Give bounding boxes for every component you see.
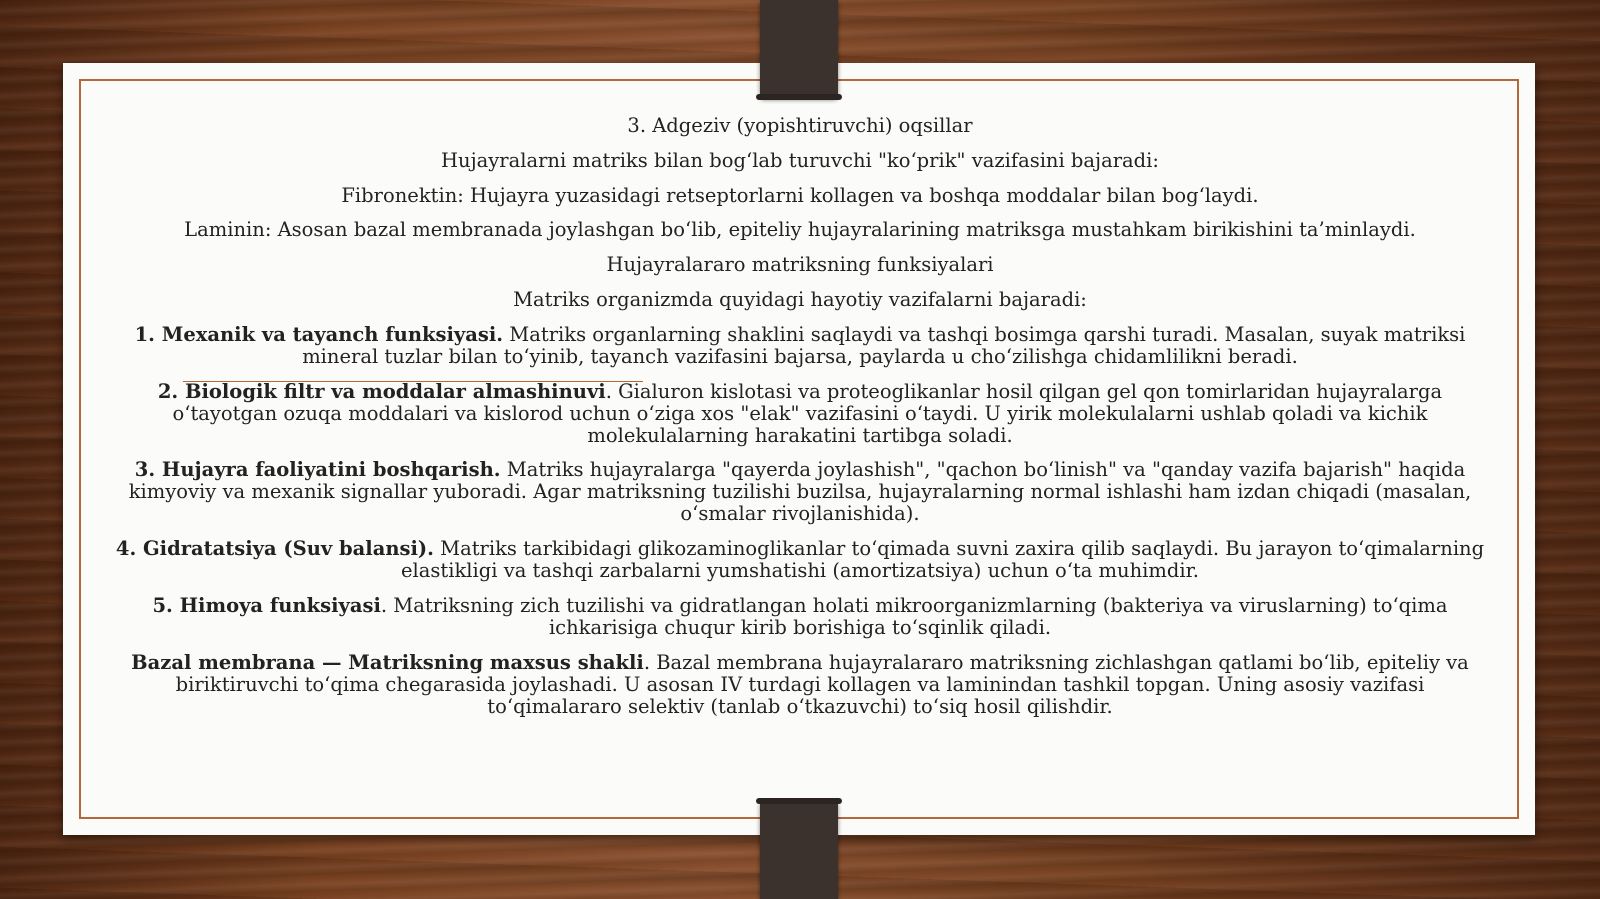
function-item-regulation xyxy=(110,459,1490,525)
top-binder-clip xyxy=(760,0,838,98)
function-item-hydration xyxy=(110,538,1490,582)
bridge-line: Hujayralarni matriks bilan bog‘lab turuvchi "ko‘prik" vazifasini bajaradi: xyxy=(441,148,1159,172)
item-title: 2. Biologik filtr va moddalar almashinuvi xyxy=(157,379,606,403)
slide-content xyxy=(110,115,1490,731)
function-item-filter xyxy=(110,381,1490,447)
item-text: Matriks tarkibidagi glikozaminoglikanlar to‘qimada suvni zaxira qilib saqlaydi. Bu jarayon to‘qimalarning elastikligi va tashqi zarbalarni yumshatishi (amortizatsiya) uchun o‘ta muhimdir. xyxy=(401,537,1485,583)
item-text: . Bazal membrana hujayralararo matriksning zichlashgan qatlami bo‘lib, epiteliy va biriktiruvchi to‘qima chegarasida joylashadi. U asosan IV turdagi kollagen va laminindan tashkil topgan. Uning asosiy vazifasi to‘qimalararo selektiv (tanlab o‘tkazuvchi) to‘siq hosil qilishdir. xyxy=(175,650,1469,718)
functions-intro: Matriks organizmda quyidagi hayotiy vazifalarni bajaradi: xyxy=(513,287,1087,311)
bottom-binder-clip xyxy=(760,800,838,899)
item-title: 4. Gidratatsiya (Suv balansi). xyxy=(115,537,434,561)
item-text: . Matriksning zich tuzilishi va gidratlangan holati mikroorganizmlarning (bakteriya va viruslarning) to‘qima ichkarisiga chuqur kirib borishiga to‘sqinlik qiladi. xyxy=(380,593,1448,639)
function-item-mechanical xyxy=(110,324,1490,368)
fibronectin-line: Fibronektin: Hujayra yuzasidagi retseptorlarni kollagen va boshqa moddalar bilan bog‘laydi. xyxy=(341,183,1259,207)
item-text: Matriks hujayralarga "qayerda joylashish", "qachon bo‘linish" va "qanday vazifa bajarish" haqida kimyoviy va mexanik signallar yuboradi. Agar matriksning tuzilishi buzilsa, hujayralarning normal ishlashi ham izdan chiqadi (masalan, o‘smalar rivojlanishida). xyxy=(128,458,1472,526)
function-item-protection xyxy=(110,595,1490,639)
item-title: 1. Mexanik va tayanch funksiyasi. xyxy=(134,322,504,346)
functions-title: Hujayralararo matriksning funksiyalari xyxy=(606,253,994,277)
item-text: Matriks organlarning shaklini saqlaydi va tashqi bosimga qarshi turadi. Masalan, suyak matriksi mineral tuzlar bilan to‘yinib, tayanch vazifasini bajarsa, paylarda u cho‘zilishga chidamlilikni beradi. xyxy=(302,322,1466,368)
item-title: 5. Himoya funksiyasi xyxy=(152,593,381,617)
item-title: Bazal membrana — Matriksning maxsus shakli xyxy=(131,650,644,674)
laminin-line: Laminin: Asosan bazal membranada joylashgan bo‘lib, epiteliy hujayralarining matriksga mustahkam birikishini ta’minlaydi. xyxy=(184,218,1416,242)
basal-membrane-paragraph xyxy=(110,652,1490,718)
section-heading: 3. Adgeziv (yopishtiruvchi) oqsillar xyxy=(627,114,973,137)
item-text: . Gialuron kislotasi va proteoglikanlar hosil qilgan gel qon tomirlaridan hujayralarga o‘tayotgan ozuqa moddalari va kislorod uchun o‘ziga xos "elak" vazifasini o‘taydi. U yirik molekulalarni ushlab qoladi va kichik molekulalarning harakatini tartibga soladi. xyxy=(172,379,1443,447)
item-title: 3. Hujayra faoliyatini boshqarish. xyxy=(134,458,501,482)
